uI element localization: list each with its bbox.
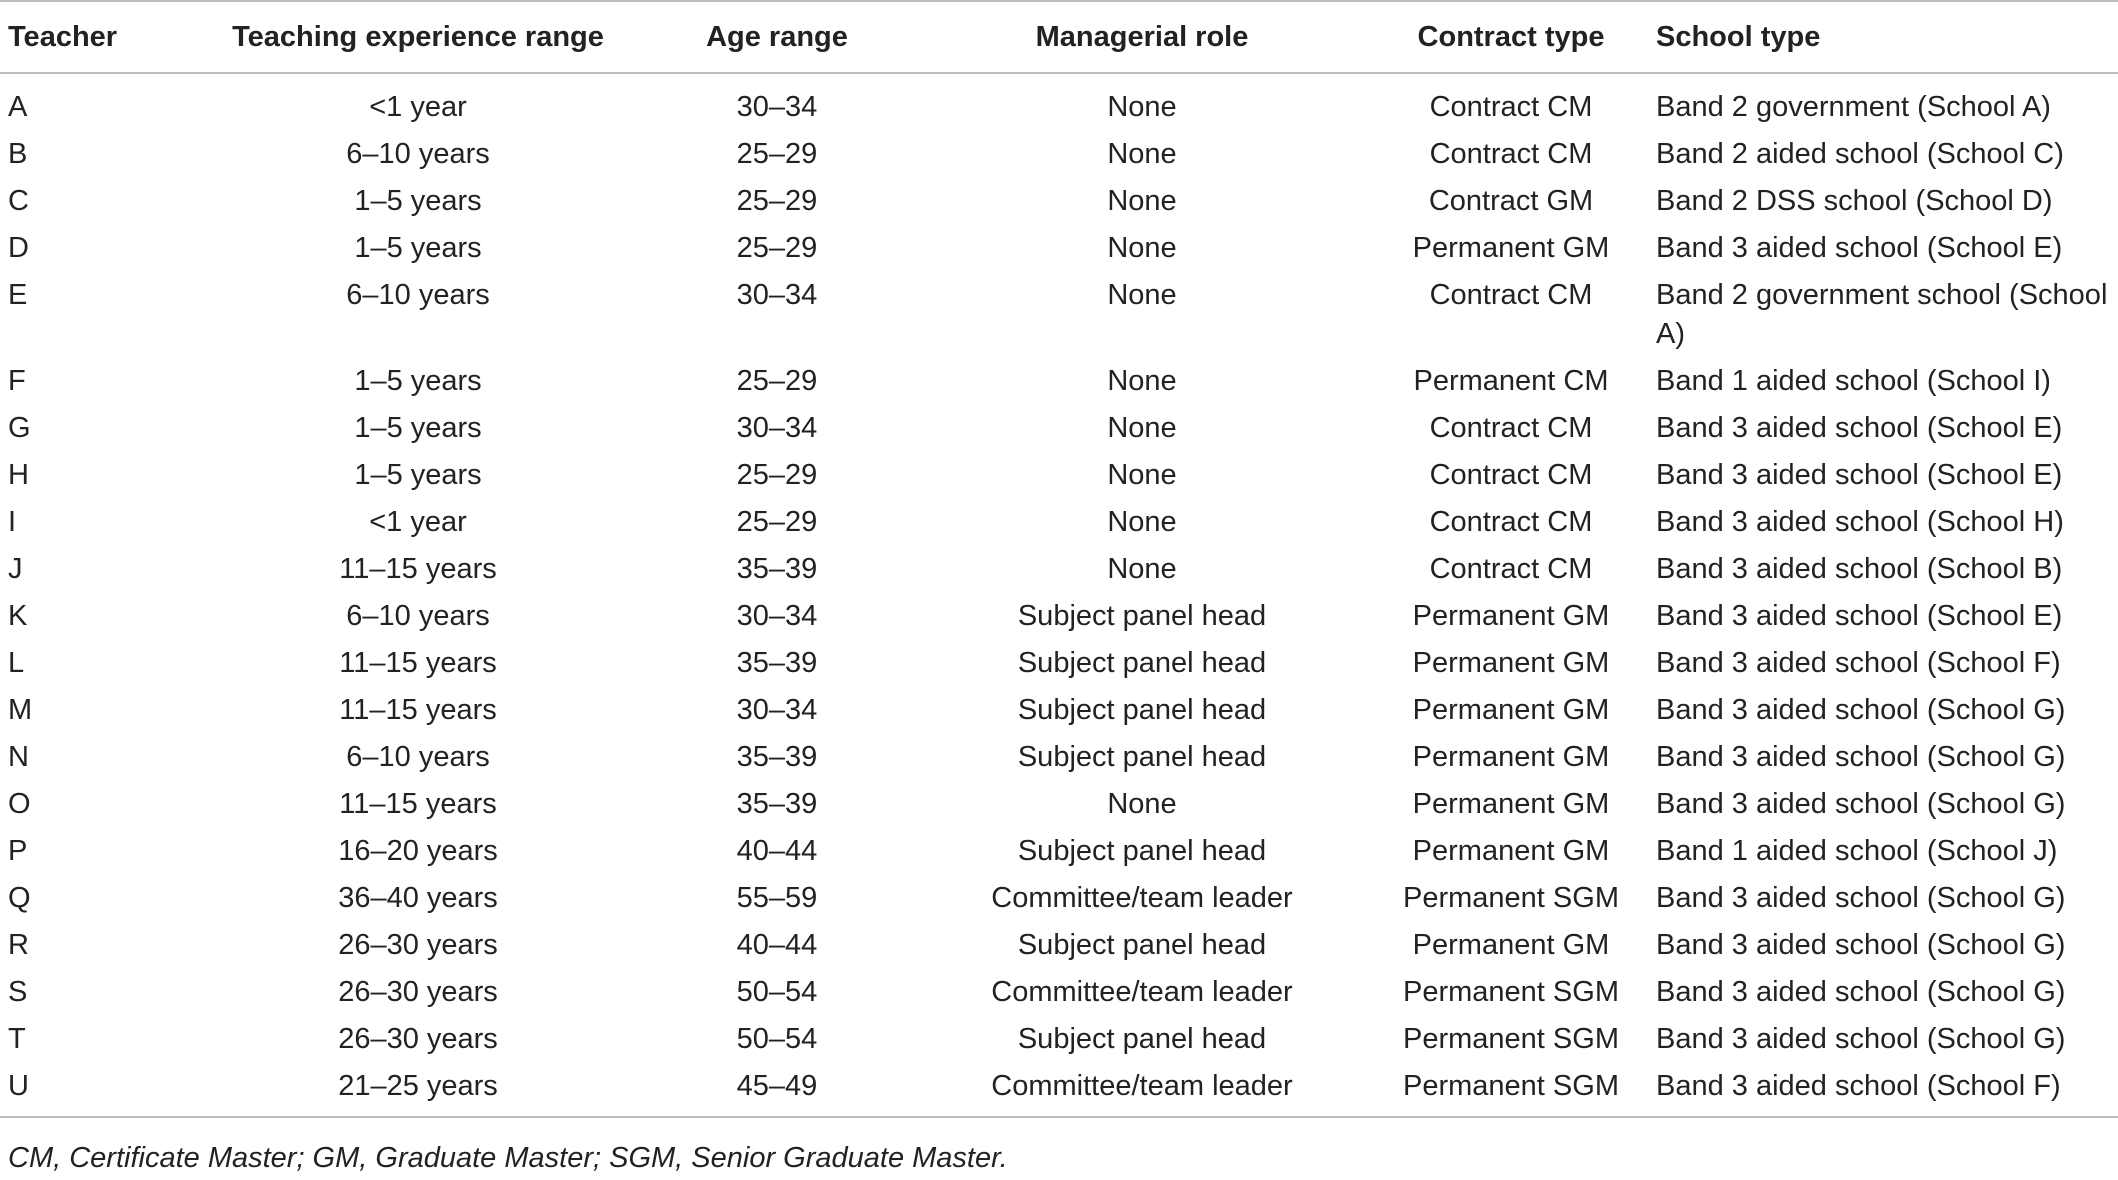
cell-role: Committee/team leader bbox=[991, 976, 1293, 1008]
cell-role: None bbox=[1107, 279, 1177, 311]
cell-age: 30–34 bbox=[736, 279, 818, 311]
table-row bbox=[0, 354, 2118, 401]
cell-contract: Contract CM bbox=[1429, 138, 1593, 170]
cell-experience: 1–5 years bbox=[354, 232, 482, 264]
cell-school: Band 3 aided school (School G) bbox=[1656, 788, 2066, 820]
cell-age: 30–34 bbox=[736, 600, 818, 632]
table-row bbox=[0, 636, 2118, 683]
cell-school: Band 3 aided school (School G) bbox=[1656, 1023, 2066, 1055]
table-row bbox=[0, 965, 2118, 1012]
cell-school: Band 3 aided school (School G) bbox=[1656, 882, 2066, 914]
cell-experience: 6–10 years bbox=[346, 138, 490, 170]
cell-experience: <1 year bbox=[369, 506, 467, 538]
cell-contract: Permanent GM bbox=[1412, 835, 1610, 867]
table-header bbox=[0, 1, 2118, 73]
table-body bbox=[0, 73, 2118, 1117]
table-row bbox=[0, 1059, 2118, 1117]
cell-teacher: P bbox=[8, 835, 28, 867]
cell-contract: Permanent CM bbox=[1413, 365, 1609, 397]
cell-contract: Permanent GM bbox=[1412, 600, 1610, 632]
table-row bbox=[0, 589, 2118, 636]
cell-age: 25–29 bbox=[736, 138, 818, 170]
cell-role: None bbox=[1107, 788, 1177, 820]
cell-age: 25–29 bbox=[736, 365, 818, 397]
table-row bbox=[0, 73, 2118, 127]
cell-contract: Permanent GM bbox=[1412, 694, 1610, 726]
cell-teacher: A bbox=[8, 91, 28, 123]
cell-role: None bbox=[1107, 412, 1177, 444]
cell-contract: Permanent SGM bbox=[1366, 1059, 1656, 1117]
cell-role: Subject panel head bbox=[1017, 929, 1267, 961]
header-school: School type bbox=[1656, 1, 2118, 73]
cell-school: Band 3 aided school (School F) bbox=[1656, 647, 2061, 679]
cell-teacher: M bbox=[8, 694, 33, 726]
cell-contract: Permanent GM bbox=[1412, 647, 1610, 679]
cell-school: Band 2 DSS school (School D) bbox=[1656, 185, 2053, 217]
header-teacher: Teacher bbox=[0, 1, 200, 73]
cell-school: Band 2 aided school (School C) bbox=[1656, 138, 2064, 170]
cell-age: 35–39 bbox=[736, 647, 818, 679]
cell-teacher: H bbox=[8, 459, 29, 491]
cell-age: 40–44 bbox=[736, 835, 818, 867]
cell-teacher: R bbox=[8, 929, 29, 961]
cell-contract: Permanent GM bbox=[1412, 741, 1610, 773]
table-row bbox=[0, 824, 2118, 871]
cell-role: Subject panel head bbox=[1017, 835, 1267, 867]
header-role: Managerial role bbox=[918, 1, 1366, 73]
cell-experience: 21–25 years bbox=[200, 1059, 636, 1117]
cell-role: None bbox=[1107, 185, 1177, 217]
cell-school: Band 3 aided school (School G) bbox=[1656, 929, 2066, 961]
cell-school: Band 1 aided school (School I) bbox=[1656, 365, 2051, 397]
cell-age: 50–54 bbox=[736, 976, 818, 1008]
cell-role: None bbox=[1107, 553, 1177, 585]
cell-school: Band 3 aided school (School G) bbox=[1656, 694, 2066, 726]
table-footnote: CM, Certificate Master; GM, Graduate Master; SGM, Senior Graduate Master. bbox=[8, 1142, 1008, 1174]
cell-contract: Permanent SGM bbox=[1403, 1023, 1619, 1055]
cell-experience: 6–10 years bbox=[346, 279, 490, 311]
cell-age: 45–49 bbox=[636, 1059, 918, 1117]
cell-teacher: F bbox=[8, 365, 26, 397]
cell-school: Band 3 aided school (School E) bbox=[1656, 232, 2063, 264]
cell-school: Band 3 aided school (School E) bbox=[1656, 412, 2063, 444]
cell-age: 25–29 bbox=[736, 506, 818, 538]
cell-contract: Permanent GM bbox=[1412, 929, 1610, 961]
table-row bbox=[0, 683, 2118, 730]
cell-experience: 11–15 years bbox=[339, 647, 497, 679]
cell-school: Band 3 aided school (School G) bbox=[1656, 741, 2066, 773]
cell-role: Subject panel head bbox=[1017, 647, 1267, 679]
header-row bbox=[0, 1, 2118, 73]
table-row bbox=[0, 1012, 2118, 1059]
cell-school: Band 2 government school (School A) bbox=[1656, 279, 2108, 350]
table-row bbox=[0, 918, 2118, 965]
table-row bbox=[0, 495, 2118, 542]
cell-teacher: E bbox=[8, 279, 28, 311]
cell-school: Band 3 aided school (School G) bbox=[1656, 976, 2066, 1008]
cell-age: 25–29 bbox=[736, 459, 818, 491]
cell-role: None bbox=[1107, 365, 1177, 397]
cell-experience: 11–15 years bbox=[339, 553, 497, 585]
cell-age: 50–54 bbox=[736, 1023, 818, 1055]
cell-role: Subject panel head bbox=[1017, 1023, 1267, 1055]
cell-contract: Permanent GM bbox=[1412, 788, 1610, 820]
cell-age: 30–34 bbox=[736, 412, 818, 444]
cell-experience: 36–40 years bbox=[338, 882, 498, 914]
cell-role: None bbox=[1107, 138, 1177, 170]
cell-age: 35–39 bbox=[736, 741, 818, 773]
cell-teacher: K bbox=[8, 600, 28, 632]
table-row bbox=[0, 448, 2118, 495]
cell-contract: Contract CM bbox=[1429, 506, 1593, 538]
cell-contract: Permanent SGM bbox=[1403, 976, 1619, 1008]
table-row bbox=[0, 542, 2118, 589]
cell-experience: 6–10 years bbox=[346, 741, 490, 773]
cell-role: None bbox=[1107, 459, 1177, 491]
cell-teacher: C bbox=[8, 185, 29, 217]
cell-role: Subject panel head bbox=[1017, 600, 1267, 632]
cell-school: Band 3 aided school (School B) bbox=[1656, 553, 2063, 585]
cell-teacher: N bbox=[8, 741, 29, 773]
cell-age: 35–39 bbox=[736, 788, 818, 820]
cell-teacher: T bbox=[8, 1023, 26, 1055]
table-row bbox=[0, 221, 2118, 268]
cell-school: Band 3 aided school (School F) bbox=[1656, 1059, 2118, 1117]
cell-teacher: J bbox=[8, 553, 23, 585]
cell-teacher: O bbox=[8, 788, 31, 820]
cell-role: Subject panel head bbox=[1017, 741, 1267, 773]
table-row bbox=[0, 730, 2118, 777]
cell-role: Committee/team leader bbox=[991, 882, 1293, 914]
cell-experience: 1–5 years bbox=[354, 185, 482, 217]
cell-teacher: U bbox=[0, 1059, 200, 1117]
cell-contract: Contract CM bbox=[1429, 459, 1593, 491]
cell-role: Committee/team leader bbox=[918, 1059, 1366, 1117]
cell-role: None bbox=[1107, 232, 1177, 264]
cell-role: None bbox=[1107, 91, 1177, 123]
table-row bbox=[0, 777, 2118, 824]
cell-teacher: I bbox=[8, 506, 17, 538]
header-experience: Teaching experience range bbox=[200, 1, 636, 73]
cell-experience: 1–5 years bbox=[354, 365, 482, 397]
cell-school: Band 3 aided school (School H) bbox=[1656, 506, 2064, 538]
cell-school: Band 2 government (School A) bbox=[1656, 91, 2051, 123]
cell-age: 25–29 bbox=[736, 185, 818, 217]
cell-teacher: G bbox=[8, 412, 31, 444]
cell-contract: Permanent GM bbox=[1412, 232, 1610, 264]
cell-age: 55–59 bbox=[736, 882, 818, 914]
header-age: Age range bbox=[636, 1, 918, 73]
cell-age: 30–34 bbox=[736, 694, 818, 726]
cell-teacher: Q bbox=[8, 882, 31, 914]
cell-experience: 11–15 years bbox=[339, 694, 497, 726]
cell-experience: 1–5 years bbox=[354, 459, 482, 491]
cell-experience: 26–30 years bbox=[338, 929, 498, 961]
cell-contract: Contract GM bbox=[1428, 185, 1594, 217]
cell-contract: Contract CM bbox=[1429, 412, 1593, 444]
cell-age: 35–39 bbox=[736, 553, 818, 585]
cell-teacher: B bbox=[8, 138, 28, 170]
cell-age: 30–34 bbox=[736, 91, 818, 123]
cell-teacher: L bbox=[8, 647, 25, 679]
cell-role: None bbox=[1107, 506, 1177, 538]
cell-experience: 1–5 years bbox=[354, 412, 482, 444]
cell-role: Subject panel head bbox=[1017, 694, 1267, 726]
cell-contract: Contract CM bbox=[1429, 279, 1593, 311]
cell-contract: Contract CM bbox=[1429, 91, 1593, 123]
cell-teacher: S bbox=[8, 976, 28, 1008]
table-row bbox=[0, 127, 2118, 174]
cell-contract: Permanent SGM bbox=[1403, 882, 1619, 914]
cell-age: 40–44 bbox=[736, 929, 818, 961]
cell-experience: 26–30 years bbox=[338, 976, 498, 1008]
cell-school: Band 3 aided school (School E) bbox=[1656, 459, 2063, 491]
cell-experience: 11–15 years bbox=[339, 788, 497, 820]
cell-age: 25–29 bbox=[736, 232, 818, 264]
table-row bbox=[0, 401, 2118, 448]
cell-experience: <1 year bbox=[369, 91, 467, 123]
table-row bbox=[0, 174, 2118, 221]
cell-school: Band 3 aided school (School E) bbox=[1656, 600, 2063, 632]
header-contract: Contract type bbox=[1366, 1, 1656, 73]
table-row bbox=[0, 871, 2118, 918]
cell-contract: Contract CM bbox=[1429, 553, 1593, 585]
table-row bbox=[0, 268, 2118, 354]
cell-experience: 16–20 years bbox=[338, 835, 498, 867]
cell-teacher: D bbox=[8, 232, 29, 264]
cell-experience: 6–10 years bbox=[346, 600, 490, 632]
cell-experience: 26–30 years bbox=[338, 1023, 498, 1055]
cell-school: Band 1 aided school (School J) bbox=[1656, 835, 2058, 867]
